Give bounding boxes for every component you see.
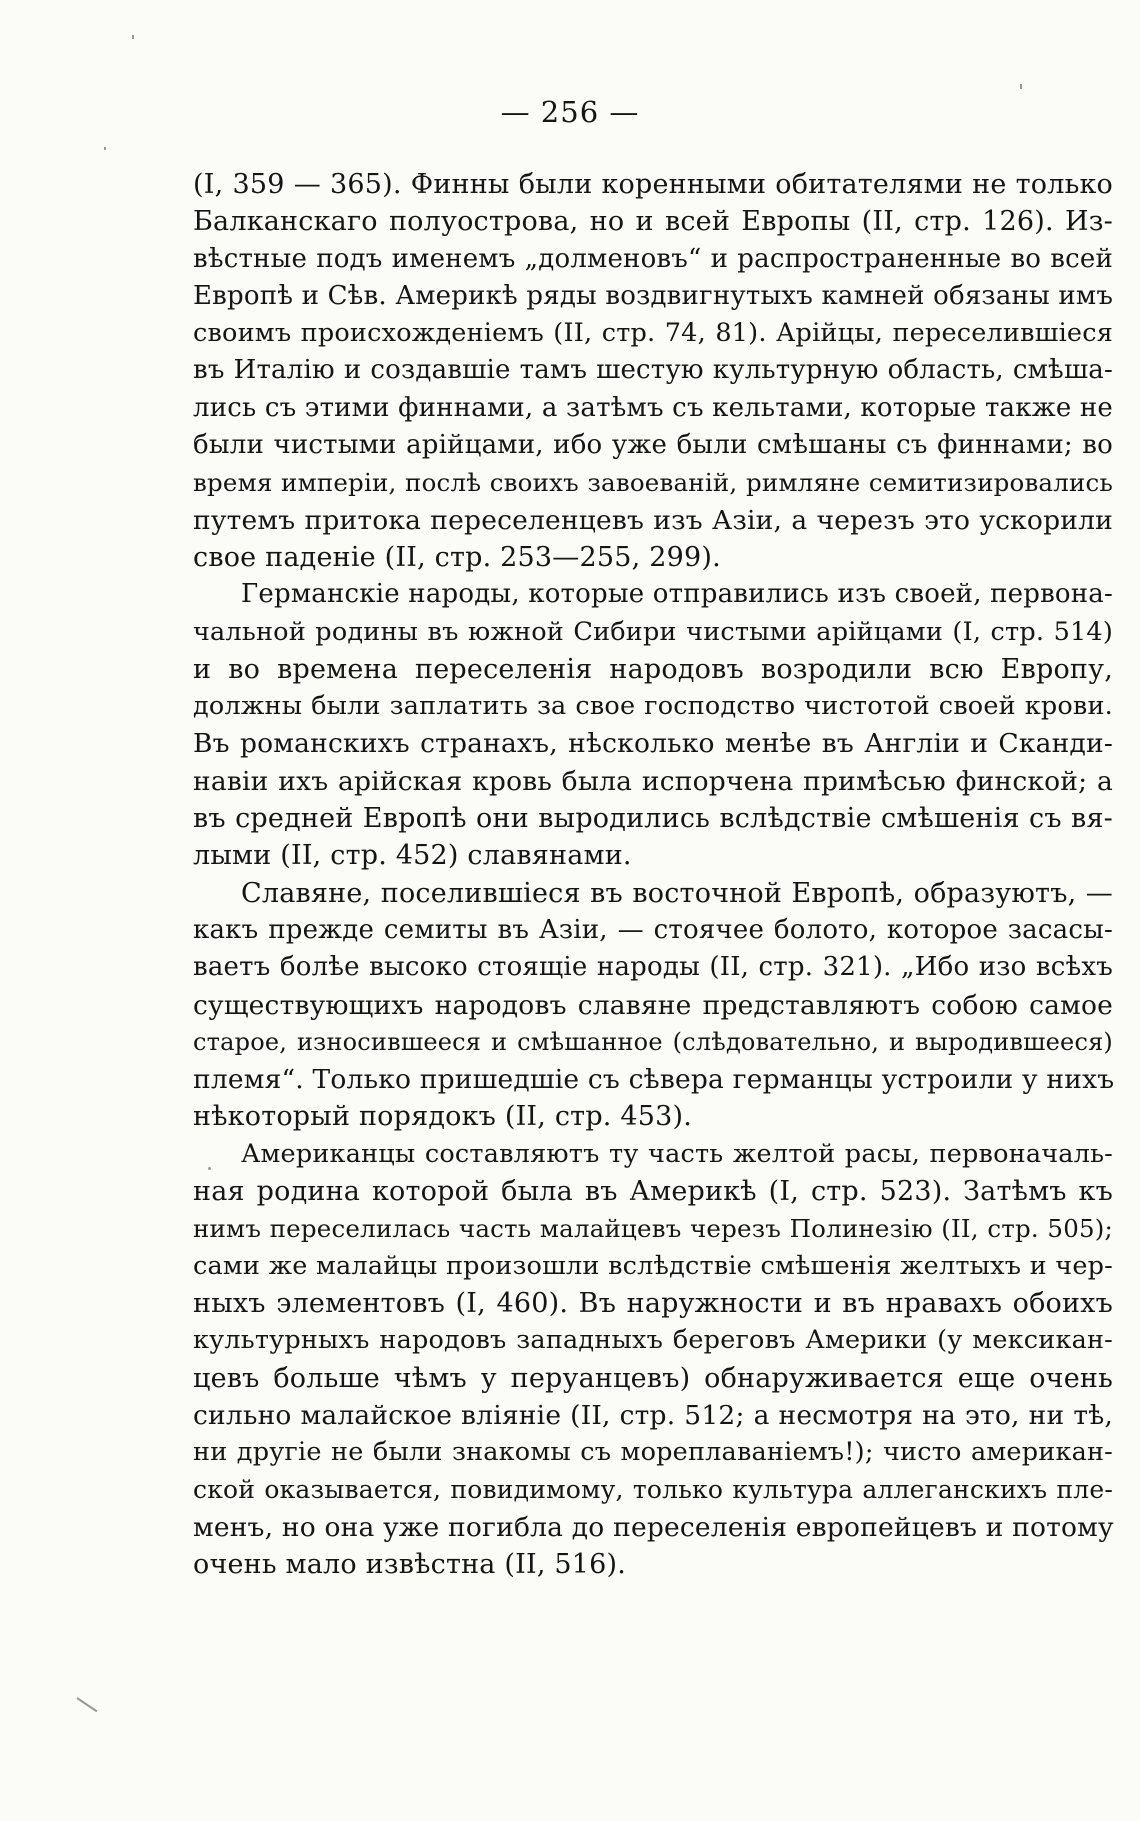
text-line: какъ прежде семиты въ Азіи, — стоячее болото, которое засасы-: [193, 914, 1113, 945]
text-line: Европѣ и Сѣв. Америкѣ ряды воздвигнутыхъ камней обязаны имъ: [193, 280, 1114, 311]
text-line: своимъ происхожденіемъ (II, стр. 74, 81). Арійцы, переселившіеся: [193, 318, 1113, 349]
text-line: вѣстные подъ именемъ „долменовъ“ и распространенные во всей: [193, 243, 1113, 274]
text-line: ная родина которой была въ Америкѣ (I, стр. 523). Затѣмъ къ: [193, 1176, 1113, 1208]
scan-speck: [76, 1697, 97, 1712]
text-line: Балканскаго полуострова, но и всей Европы (II, стр. 126). Из-: [193, 206, 1113, 238]
text-line: племя“. Только пришедшіе съ сѣвера германцы устроили у нихъ: [193, 1064, 1115, 1096]
text-line: цевъ больше чѣмъ у перуанцевъ) обнаруживается еще очень: [193, 1362, 1113, 1394]
text-line: ныхъ элементовъ (I, 460). Въ наружности и въ нравахъ обоихъ: [193, 1287, 1113, 1319]
text-line: ни другіе не были знакомы съ мореплаваніемъ!); чисто американ-: [193, 1437, 1113, 1468]
paragraph: [193, 166, 1113, 576]
scan-speck: [1020, 84, 1022, 89]
text-line: и во времена переселенія народовъ возродили всю Европу,: [193, 653, 1113, 685]
text-line: въ Италію и создавшіе тамъ шестую культурную область, смѣша-: [193, 355, 1113, 386]
scan-speck: [104, 147, 106, 150]
text-line: очень мало извѣстна (II, 516).: [193, 1548, 627, 1580]
text-line: навіи ихъ арійская кровь была испорчена примѣсью финской; а: [193, 765, 1113, 797]
text-line: должны были заплатить за свое господство чистотой своей крови.: [193, 691, 1113, 722]
text-line: ваетъ болѣе высоко стоящіе народы (II, стр. 321). „Ибо изо всѣхъ: [193, 952, 1113, 983]
text-line: Въ романскихъ странахъ, нѣсколько менѣе въ Англіи и Сканди-: [193, 728, 1113, 760]
text-line: Германскіе народы, которые отправились изъ своей, первона-: [241, 579, 1113, 610]
text-line: въ средней Европѣ они выродились вслѣдствіе смѣшенія съ вя-: [193, 803, 1113, 835]
text-line: культурныхъ народовъ западныхъ береговъ Америки (у мексикан-: [193, 1325, 1113, 1356]
body-text: [193, 166, 1113, 1583]
text-line: (I, 359 — 365). Финны были коренными обитателями не только: [193, 169, 1113, 200]
text-line: старое, износившееся и смѣшанное (слѣдовательно, и выродившееся): [193, 1027, 1113, 1056]
text-line: лись съ этими финнами, а затѣмъ съ кельтами, которые также не: [193, 392, 1113, 423]
paragraph: [193, 1136, 1113, 1584]
paragraph: [193, 576, 1113, 874]
text-line: сильно малайское вліяніе (II, стр. 512; а несмотря на это, ни тѣ,: [193, 1399, 1113, 1431]
paragraph: [193, 875, 1113, 1136]
page-number: — 256 —: [500, 95, 640, 129]
text-line: ской оказывается, повидимому, только культура аллеганскихъ пле-: [193, 1475, 1113, 1505]
text-line: Славяне, поселившіеся въ восточной Европѣ, образуютъ, —: [241, 877, 1113, 909]
text-line: чальной родины въ южной Сибири чистыми арійцами (I, стр. 514): [193, 616, 1113, 647]
text-line: Американцы составляютъ ту часть желтой расы, первоначаль-: [241, 1138, 1113, 1169]
text-line: время имперіи, послѣ своихъ завоеваній, римляне семитизировались: [193, 468, 1113, 498]
text-line: свое паденіе (II, стр. 253—255, 299).: [193, 541, 721, 573]
text-line: менъ, но она уже погибла до переселенія европейцевъ и потому: [193, 1511, 1114, 1543]
text-line: лыми (II, стр. 452) славянами.: [193, 840, 632, 872]
text-line: путемъ притока переселенцевъ изъ Азіи, а черезъ это ускорили: [193, 504, 1113, 536]
scan-speck: [132, 35, 134, 39]
text-line: существующихъ народовъ славяне представляютъ собою самое: [193, 989, 1113, 1021]
text-line: нѣкоторый порядокъ (II, стр. 453).: [193, 1101, 693, 1133]
text-line: нимъ переселилась часть малайцевъ черезъ Полинезію (II, стр. 505);: [193, 1214, 1113, 1244]
text-line: были чистыми арійцами, ибо уже были смѣшаны съ финнами; во: [193, 430, 1113, 461]
text-line: сами же малайцы произошли вслѣдствіе смѣшенія желтыхъ и чер-: [193, 1250, 1113, 1281]
